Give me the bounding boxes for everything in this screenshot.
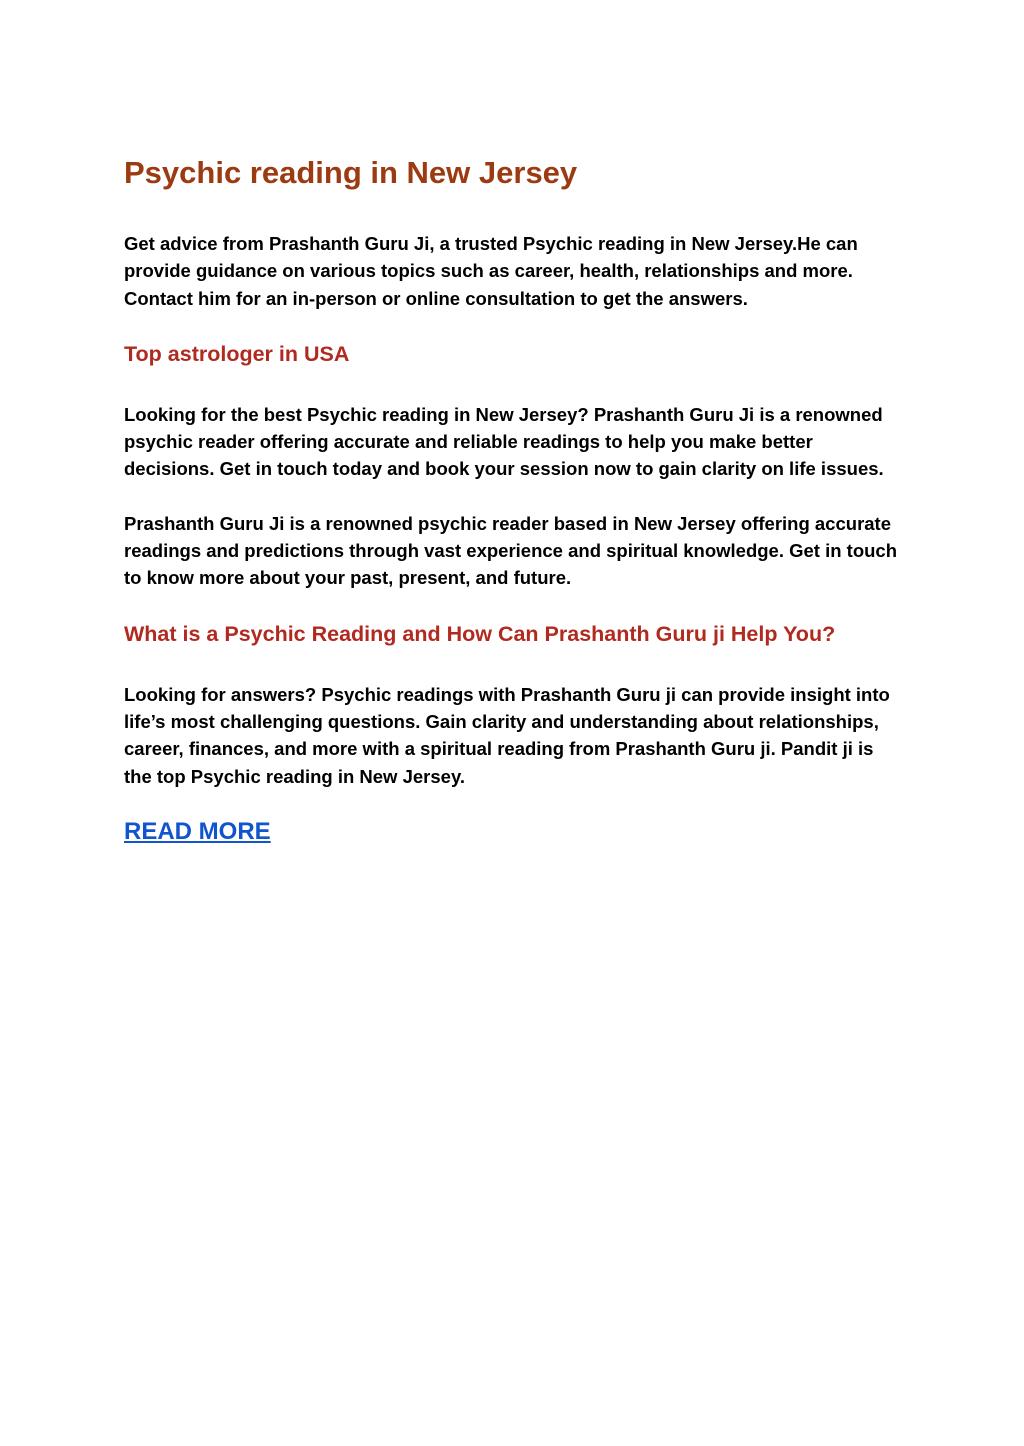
intro-paragraph: Get advice from Prashanth Guru Ji, a trusted Psychic reading in New Jersey.He can provide guidance on various topics such as career, health, relationships and more. Contact him for an in-person or online consultation to get the answers.	[124, 233, 858, 309]
section-heading-top-astrologer: Top astrologer in USA	[124, 341, 350, 366]
section-paragraph: Looking for answers? Psychic readings with Prashanth Guru ji can provide insight into life’s most challenging questions. Gain clarity and understanding about relationships, career, finances, and more with a spiritual reading from Prashanth Guru ji. Pandit ji is the top Psychic reading in New Jersey.	[124, 683, 890, 787]
page-title: Psychic reading in New Jersey	[124, 155, 578, 190]
section-heading-psychic-reading: What is a Psychic Reading and How Can Prashanth Guru ji Help You?	[124, 621, 836, 646]
document-page	[124, 150, 904, 848]
section-paragraph: Prashanth Guru Ji is a renowned psychic reader based in New Jersey offering accurate readings and predictions through vast experience and spiritual knowledge. Get in touch to know more about your past, present, and future.	[124, 512, 898, 589]
read-more-link[interactable]: READ MORE	[124, 817, 271, 845]
section-paragraph: Looking for the best Psychic reading in New Jersey? Prashanth Guru Ji is a renowned psychic reader offering accurate and reliable readings to help you make better decisions. Get in touch today and book your session now to gain clarity on life issues.	[124, 403, 884, 480]
